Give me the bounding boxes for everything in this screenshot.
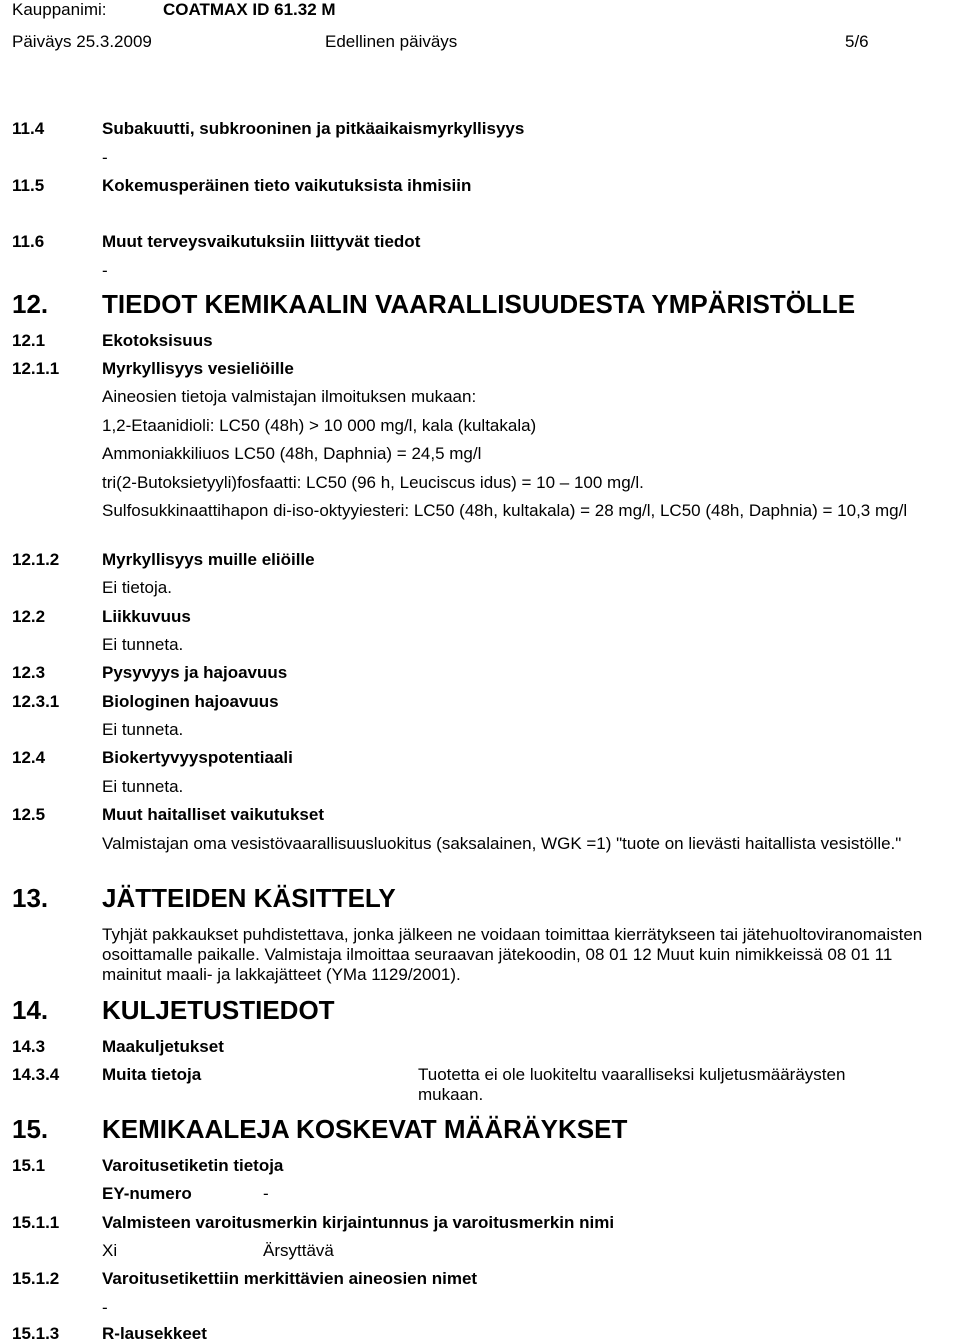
section-15-1-1-number: 15.1.1: [12, 1213, 60, 1232]
section-12-3-1-title: Biologinen hajoavuus: [102, 692, 279, 711]
section-15-1-number: 15.1: [12, 1156, 46, 1175]
section-11-4-number: 11.4: [12, 119, 45, 138]
section-11-5-title: Kokemusperäinen tieto vaikutuksista ihmisiin: [102, 176, 472, 195]
section-15-number: 15.: [12, 1114, 49, 1144]
section-12-4-text: Ei tunneta.: [102, 777, 184, 796]
section-11-6-dash: -: [102, 261, 108, 280]
section-12-number: 12.: [12, 289, 49, 319]
section-12-3-1-text: Ei tunneta.: [102, 720, 184, 739]
section-12-3-number: 12.3: [12, 663, 46, 682]
section-15-1-2-number: 15.1.2: [12, 1269, 60, 1288]
ey-number-label: EY-numero: [102, 1184, 192, 1203]
section-12-1-2-text: Ei tietoja.: [102, 578, 172, 597]
section-15-1-2-dash: -: [102, 1298, 108, 1317]
page-number: 5/6: [845, 32, 869, 51]
section-12-2-title: Liikkuvuus: [102, 607, 191, 626]
section-12-3-title: Pysyvyys ja hajoavuus: [102, 663, 288, 682]
section-15-1-1-title: Valmisteen varoitusmerkin kirjaintunnus ja varoitusmerkin nimi: [102, 1213, 615, 1232]
section-14-3-4-number: 14.3.4: [12, 1065, 60, 1084]
section-12-3-1-number: 12.3.1: [12, 692, 60, 711]
section-12-1-title: Ekotoksisuus: [102, 331, 213, 350]
ey-number-value: -: [263, 1184, 269, 1203]
section-12-5-number: 12.5: [12, 805, 46, 824]
section-11-4-dash: -: [102, 148, 108, 167]
section-15-heading: KEMIKAALEJA KOSKEVAT MÄÄRÄYKSET: [102, 1114, 628, 1144]
section-14-3-number: 14.3: [12, 1037, 46, 1056]
section-12-5-text: Valmistajan oma vesistövaarallisuusluokitus (saksalainen, WGK =1) "tuote on lievästi haitallista vesistölle.": [102, 834, 902, 853]
section-12-4-number: 12.4: [12, 748, 46, 767]
tradename-value: COATMAX ID 61.32 M: [163, 0, 336, 19]
section-12-5-title: Muut haitalliset vaikutukset: [102, 805, 324, 824]
ecotox-line: Aineosien tietoja valmistajan ilmoituksen mukaan:: [102, 387, 477, 406]
document-date: Päiväys 25.3.2009: [12, 32, 152, 51]
section-15-1-3-title: R-lausekkeet: [102, 1324, 207, 1343]
section-12-1-1-title: Myrkyllisyys vesieliöille: [102, 359, 294, 378]
previous-date-label: Edellinen päiväys: [325, 32, 458, 51]
ecotox-line: 1,2-Etaanidioli: LC50 (48h) > 10 000 mg/l, kala (kultakala): [102, 416, 537, 435]
ecotox-line: Ammoniakkiliuos LC50 (48h, Daphnia) = 24,5 mg/l: [102, 444, 482, 463]
ecotox-line: tri(2-Butoksietyyli)fosfaatti: LC50 (96 h, Leuciscus idus) = 10 – 100 mg/l.: [102, 473, 644, 492]
section-15-1-3-number: 15.1.3: [12, 1324, 60, 1343]
section-12-heading: TIEDOT KEMIKAALIN VAARALLISUUDESTA YMPÄRISTÖLLE: [102, 289, 856, 319]
section-12-2-text: Ei tunneta.: [102, 635, 184, 654]
section-14-heading: KULJETUSTIEDOT: [102, 995, 335, 1025]
ecotox-line: Sulfosukkinaattihapon di-iso-oktyyiesteri: LC50 (48h, kultakala) = 28 mg/l, LC50 (48h, Daphnia) = 10,3 mg/l: [102, 501, 908, 520]
section-12-1-number: 12.1: [12, 331, 46, 350]
section-13-text: Tyhjät pakkaukset puhdistettava, jonka jälkeen ne voidaan toimittaa kierrätykseen tai jätehuoltoviranomaisten osoittamalle paikalle. Valmistaja ilmoittaa seuraavan jätekoodin, 08 01 12 Muut kuin nimikkeissä 08 01 11 mainitut maali- ja lakkajätteet (YMa 1129/2001).: [102, 925, 923, 984]
section-12-1-2-title: Myrkyllisyys muille eliöille: [102, 550, 315, 569]
section-14-3-title: Maakuljetukset: [102, 1037, 224, 1056]
section-11-5-number: 11.5: [12, 176, 45, 195]
section-15-1-title: Varoitusetiketin tietoja: [102, 1156, 284, 1175]
section-15-1-2-title: Varoitusetikettiin merkittävien aineosien nimet: [102, 1269, 478, 1288]
section-12-1-1-number: 12.1.1: [12, 359, 60, 378]
section-11-4-title: Subakuutti, subkrooninen ja pitkäaikaismyrkyllisyys: [102, 119, 525, 138]
section-12-1-2-number: 12.1.2: [12, 550, 60, 569]
section-14-number: 14.: [12, 995, 49, 1025]
hazard-symbol-name: Ärsyttävä: [263, 1241, 334, 1260]
section-12-2-number: 12.2: [12, 607, 46, 626]
section-13-heading: JÄTTEIDEN KÄSITTELY: [102, 883, 396, 913]
section-11-6-number: 11.6: [12, 232, 45, 251]
section-14-3-4-title: Muita tietoja: [102, 1065, 202, 1084]
section-14-3-4-text: Tuotetta ei ole luokiteltu vaaralliseksi kuljetusmääräysten mukaan.: [418, 1065, 846, 1104]
hazard-symbol-code: Xi: [102, 1241, 118, 1260]
section-11-6-title: Muut terveysvaikutuksiin liittyvät tiedot: [102, 232, 421, 251]
section-12-4-title: Biokertyvyyspotentiaali: [102, 748, 293, 767]
tradename-label: Kauppanimi:: [12, 0, 107, 19]
section-13-number: 13.: [12, 883, 49, 913]
